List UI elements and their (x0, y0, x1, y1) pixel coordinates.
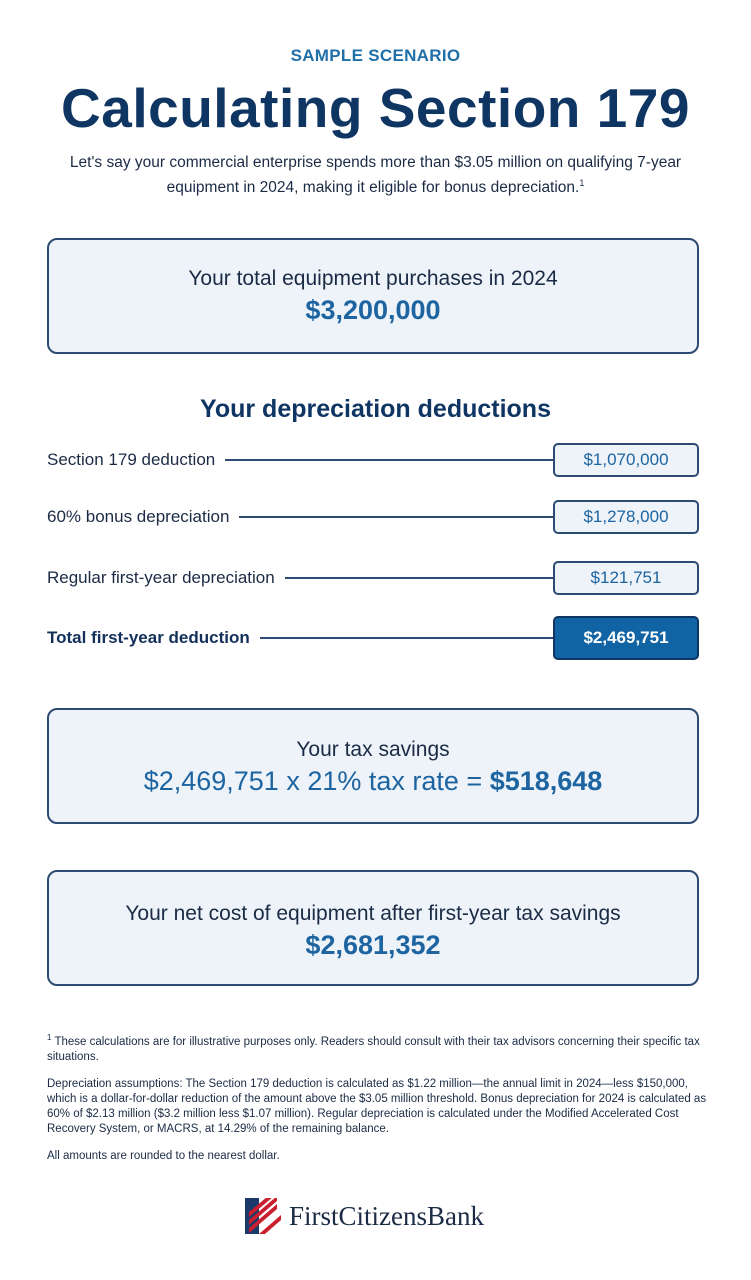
footnote-marker: 1 (47, 1033, 52, 1042)
eyebrow-label: SAMPLE SCENARIO (290, 46, 461, 65)
total-value: $2,469,751 (553, 616, 699, 660)
page-title: Calculating Section 179 (61, 77, 690, 139)
deductions-title: Your depreciation deductions (200, 395, 551, 423)
footnote-1 (47, 1030, 707, 1065)
rounding-note: All amounts are rounded to the nearest dollar. (47, 1149, 280, 1162)
purchases-value: $3,200,000 (305, 295, 441, 325)
net-cost-label: Your net cost of equipment after first-year tax savings (125, 902, 621, 925)
deduction-value: $1,070,000 (553, 443, 699, 477)
deduction-label: Section 179 deduction (47, 450, 216, 469)
leader-line (239, 516, 553, 518)
tax-savings-formula (49, 766, 697, 797)
footnote-text: These calculations are for illustrative purposes only. Readers should consult with their tax advisors concerning their specific tax situations. (47, 1035, 700, 1063)
total-label: Total first-year deduction (47, 628, 250, 647)
intro-body: Let's say your commercial enterprise spends more than $3.05 million on qualifying 7-year equipment in 2024, making it eligible for bonus depreciation. (69, 154, 682, 197)
tax-savings-label: Your tax savings (296, 738, 450, 761)
intro-text (60, 152, 691, 198)
footnote-marker: 1 (579, 178, 585, 188)
deduction-row-section-179 (47, 443, 699, 477)
purchases-card (47, 238, 699, 354)
tax-savings-card (47, 708, 699, 824)
net-cost-value: $2,681,352 (305, 930, 441, 960)
deduction-row-regular (47, 561, 699, 595)
deduction-label: 60% bonus depreciation (47, 507, 230, 526)
leader-line (225, 459, 553, 461)
tax-savings-result: $518,648 (489, 766, 603, 796)
deduction-value: $1,278,000 (553, 500, 699, 534)
brand-name: FirstCitizensBank (289, 1200, 484, 1231)
deduction-row-total (47, 616, 699, 660)
formula-text: $2,469,751 x 21% tax rate = (143, 766, 490, 796)
purchases-label: Your total equipment purchases in 2024 (188, 267, 558, 290)
brand-logo (245, 1196, 484, 1236)
deduction-label: Regular first-year depreciation (47, 568, 275, 587)
footnotes (47, 1030, 707, 1176)
deduction-row-bonus (47, 500, 699, 534)
leader-line (285, 577, 553, 579)
leader-line (260, 637, 553, 639)
flag-logo-icon (245, 1198, 281, 1234)
net-cost-card (47, 870, 699, 986)
assumptions-note: Depreciation assumptions: The Section 179 deduction is calculated as $1.22 million—the annual limit in 2024—less $150,000, which is a dollar-for-dollar reduction of the amount above the $3.05 million threshold. Bonus depreciation for 2024 is calculated as 60% of $2.13 million ($3.2 million less $1.07 million). Regular depreciation is calculated under the Modified Accelerated Cost Recovery System, or MACRS, at 14.29% of the remaining balance. (47, 1077, 707, 1135)
deduction-value: $121,751 (553, 561, 699, 595)
